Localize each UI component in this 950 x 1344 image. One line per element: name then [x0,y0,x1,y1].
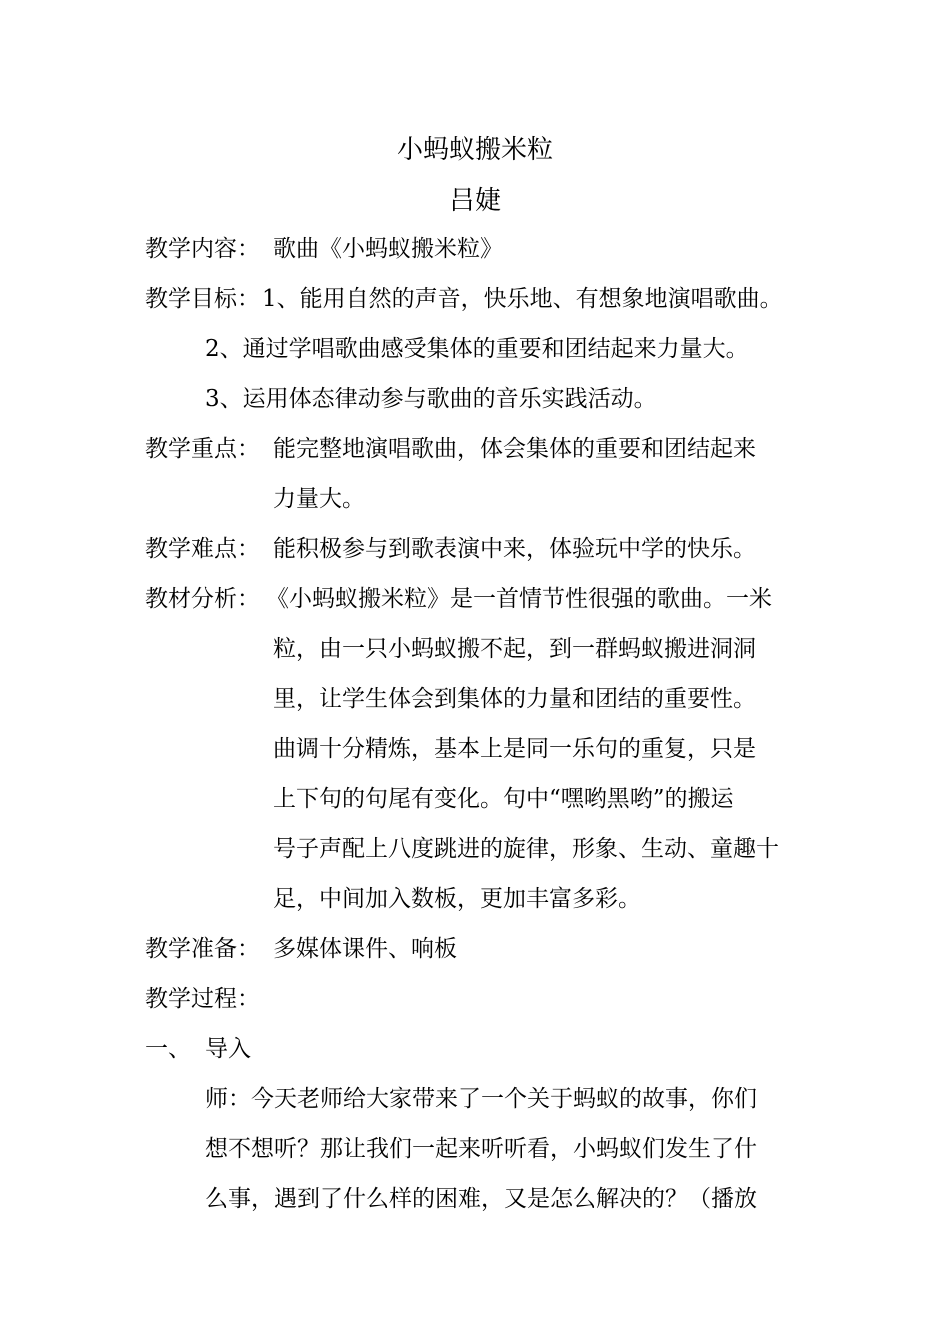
prep-text: 多媒体课件、响板 [273,936,457,962]
analysis-label: 教材分析： [145,586,260,612]
analysis-text-line: 足，中间加入数板，更加丰富多彩。 [273,886,641,912]
prep-label: 教学准备： [145,936,260,962]
section-title: 导入 [205,1036,251,1062]
process-label: 教学过程： [145,986,260,1012]
section-number: 一、 [145,1036,191,1062]
goal-item: 3、运用体态律动参与歌曲的音乐实践活动。 [205,386,657,412]
content-text: 歌曲《小蚂蚁搬米粒》 [273,236,503,262]
difficulty-label: 教学难点： [145,536,260,562]
key-text-line: 能完整地演唱歌曲，体会集体的重要和团结起来 [273,436,756,462]
document-author: 吕婕 [448,186,501,216]
goals-label: 教学目标： [145,286,260,312]
teacher-text-line: 么事，遇到了什么样的困难，又是怎么解决的？（播放 [205,1186,757,1212]
document-title: 小蚂蚁搬米粒 [396,135,553,165]
content-label: 教学内容： [145,236,260,262]
teacher-text-line: 想不想听？那让我们一起来听听看，小蚂蚁们发生了什 [205,1136,757,1162]
analysis-text-line: 《小蚂蚁搬米粒》是一首情节性很强的歌曲。一米 [266,586,772,612]
key-label: 教学重点： [145,436,260,462]
analysis-text-line: 里，让学生体会到集体的力量和团结的重要性。 [273,686,756,712]
analysis-text-line: 曲调十分精炼，基本上是同一乐句的重复，只是 [273,736,756,762]
analysis-text-line: 号子声配上八度跳进的旋律，形象、生动、童趣十 [273,836,779,862]
teacher-text-line: 师：今天老师给大家带来了一个关于蚂蚁的故事，你们 [205,1086,757,1112]
goal-item: 1、能用自然的声音，快乐地、有想象地演唱歌曲。 [262,286,783,312]
analysis-text-line: 粒，由一只小蚂蚁搬不起，到一群蚂蚁搬进洞洞 [273,636,756,662]
analysis-text-line: 上下句的句尾有变化。句中“嘿哟黑哟”的搬运 [273,786,734,812]
key-text-line: 力量大。 [273,486,365,512]
goal-item: 2、通过学唱歌曲感受集体的重要和团结起来力量大。 [205,336,749,362]
difficulty-text: 能积极参与到歌表演中来，体验玩中学的快乐。 [273,536,756,562]
